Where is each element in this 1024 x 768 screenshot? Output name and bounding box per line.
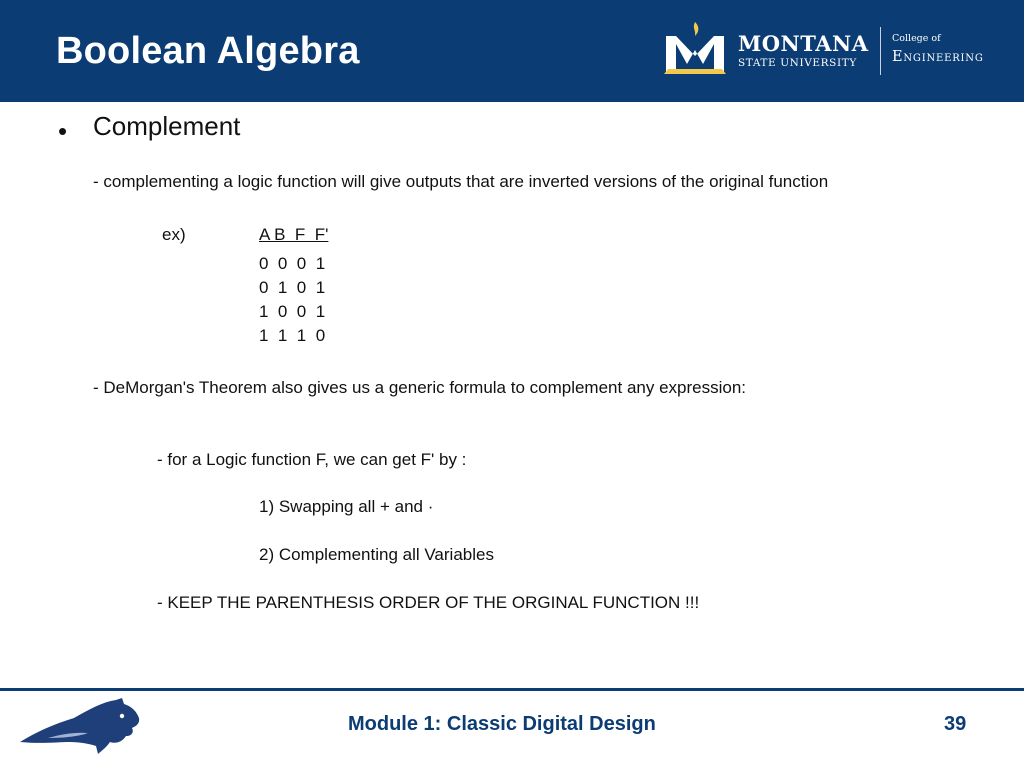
bullet-icon: • — [58, 116, 68, 146]
bullet-heading: Complement — [93, 111, 241, 141]
complement-description: - complementing a logic function will give outputs that are inverted versions of the original function — [93, 172, 829, 191]
footer-module-title: Module 1: Classic Digital Design — [348, 713, 656, 735]
msu-m-logo-icon — [662, 20, 728, 76]
step-one: 1) Swapping all + and · — [259, 497, 434, 516]
step-two: 2) Complementing all Variables — [259, 545, 494, 564]
college-name: Engineering — [892, 49, 984, 65]
truth-table-row: 0 0 0 1 — [259, 254, 326, 273]
demorgan-description: - DeMorgan's Theorem also gives us a generic formula to complement any expression: — [93, 378, 747, 397]
footer-divider — [0, 688, 1024, 691]
page-number: 39 — [944, 713, 967, 735]
university-subtitle: STATE UNIVERSITY — [738, 57, 857, 69]
logic-function-description: - for a Logic function F, we can get F' by : — [157, 450, 467, 469]
bobcat-logo-icon — [18, 696, 142, 756]
slide-header — [0, 0, 1024, 102]
example-label: ex) — [162, 225, 186, 244]
truth-table-row: 1 0 0 1 — [259, 302, 326, 321]
college-of-label: College of — [892, 33, 941, 44]
slide-title: Boolean Algebra — [56, 30, 360, 72]
university-logo — [662, 20, 1024, 82]
logo-divider — [880, 27, 881, 75]
university-name: MONTANA — [738, 31, 869, 56]
truth-table-row: 0 1 0 1 — [259, 278, 326, 297]
parenthesis-warning: - KEEP THE PARENTHESIS ORDER OF THE ORGINAL FUNCTION !!! — [157, 593, 700, 612]
truth-table-header: A B F F' — [259, 225, 329, 244]
truth-table-row: 1 1 1 0 — [259, 326, 326, 345]
